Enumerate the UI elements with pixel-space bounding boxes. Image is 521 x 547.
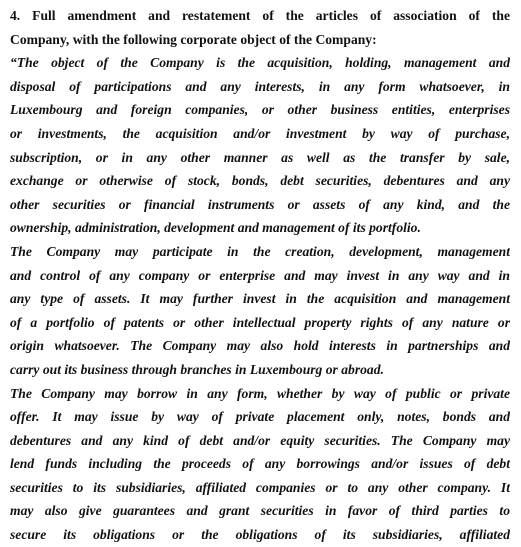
paragraph-line: secure its obligations or the obligations of its subsidiaries, affiliated [10, 527, 510, 543]
paragraph-line: or investments, the acquisition and/or investment by way of purchase, [10, 125, 510, 141]
paragraph-line: debentures and any kind of debt and/or equity securities. The Company may [10, 432, 510, 448]
paragraph-corporate-object [10, 51, 510, 240]
section-heading [10, 4, 510, 51]
paragraph-line: exchange or otherwise of stock, bonds, debt securities, debentures and any [10, 173, 510, 189]
paragraph-line: of a portfolio of patents or other intellectual property rights of any nature or [10, 314, 510, 330]
paragraph-line: offer. It may issue by way of private placement only, notes, bonds and [10, 409, 510, 425]
paragraph-line: Luxembourg and foreign companies, or other business entities, enterprises [10, 102, 510, 118]
paragraph-line: may also give guarantees and grant securities in favor of third parties to [10, 503, 510, 519]
paragraph-line: The Company may borrow in any form, whether by way of public or private [10, 385, 510, 401]
paragraph-line: lend funds including the proceeds of any borrowings and/or issues of debt [10, 456, 510, 472]
heading-line: 4. Full amendment and restatement of the articles of association of the [10, 8, 510, 23]
paragraph-line: origin whatsoever. The Company may also hold interests in partnerships and [10, 338, 510, 354]
paragraph-line: other securities or financial instruments or assets of any kind, and the [10, 196, 510, 212]
paragraph-line: The Company may participate in the creation, development, management [10, 243, 510, 259]
paragraph-participation [10, 240, 510, 382]
paragraph-line: ownership, administration, development and management of its portfolio. [10, 220, 421, 236]
heading-line: Company, with the following corporate object of the Company: [10, 31, 377, 47]
paragraph-line: any type of assets. It may further invest in the acquisition and management [10, 291, 510, 307]
paragraph-line: “The object of the Company is the acquisition, holding, management and [10, 55, 510, 71]
document-page [10, 4, 510, 547]
paragraph-line: subscription, or in any other manner as well as the transfer by sale, [10, 149, 510, 165]
paragraph-borrowing [10, 382, 510, 547]
paragraph-line: and control of any company or enterprise and may invest in any way and in [10, 267, 510, 283]
paragraph-line: disposal of participations and any interests, in any form whatsoever, in [10, 78, 510, 94]
paragraph-line: securities to its subsidiaries, affiliated companies or to any other company. It [10, 479, 510, 495]
paragraph-line: carry out its business through branches in Luxembourg or abroad. [10, 361, 384, 377]
